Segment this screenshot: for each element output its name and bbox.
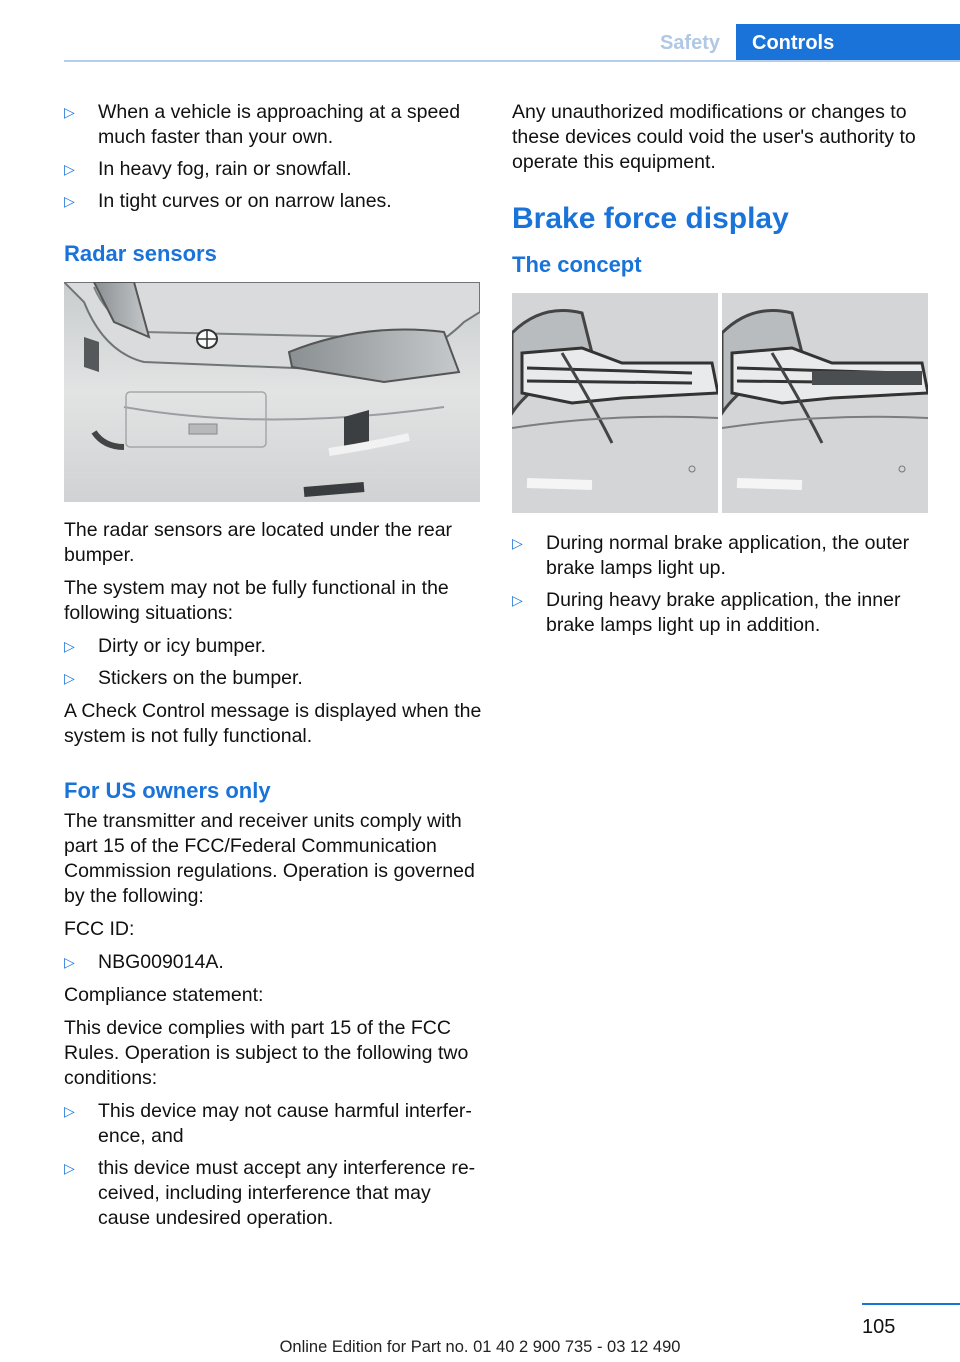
fcc-id-list <box>64 950 482 975</box>
concept-heading: The concept <box>512 252 642 277</box>
radar-situation-list <box>64 634 482 691</box>
car-rear-image <box>64 282 480 502</box>
list-item: ▷ When a vehicle is approaching at a speed much faster than your own. <box>64 101 461 148</box>
bullet-triangle-icon: ▷ <box>64 638 75 654</box>
modification-warning-text: Any unauthorized modifications or changes to these devices could void the user's authority to operate this equipment. <box>512 101 916 173</box>
list-item: ▷ In heavy fog, rain or snowfall. <box>64 158 352 180</box>
brake-lamp-illustration <box>512 293 928 513</box>
bullet-triangle-icon: ▷ <box>64 670 75 686</box>
tail-lamp-image <box>722 293 928 513</box>
list-item: ▷ In tight curves or on narrow lanes. <box>64 190 392 212</box>
page-header <box>64 24 960 62</box>
bullet-triangle-icon: ▷ <box>512 535 523 551</box>
list-item: ▷ During heavy brake application, the inner brake lamps light up in addition. <box>512 589 901 636</box>
us-owners-heading: For US owners only <box>64 778 271 803</box>
section-tab-safety[interactable]: Safety <box>659 32 720 54</box>
bullet-triangle-icon: ▷ <box>64 1103 75 1119</box>
list-item: ▷ This device may not cause harmful interfer‐ence, and <box>64 1100 472 1147</box>
bullet-triangle-icon: ▷ <box>512 592 523 608</box>
page-number: 105 <box>862 1316 896 1338</box>
list-item: ▷ NBG009014A. <box>64 951 224 973</box>
heavy-brake-image <box>722 293 928 513</box>
footer-rule <box>862 1303 960 1305</box>
compliance-label: Compliance statement: <box>64 984 264 1006</box>
list-item: ▷ Stickers on the bumper. <box>64 667 303 689</box>
list-item: ▷ During normal brake application, the outer brake lamps light up. <box>512 532 910 579</box>
chapter-tab-controls[interactable]: Controls <box>736 24 960 62</box>
bullet-triangle-icon: ▷ <box>64 193 75 209</box>
bullet-triangle-icon: ▷ <box>64 1160 75 1176</box>
bullet-triangle-icon: ▷ <box>64 954 75 970</box>
right-column <box>512 100 930 646</box>
situation-list <box>64 100 482 214</box>
header-rule <box>64 60 960 62</box>
bullet-triangle-icon: ▷ <box>64 161 75 177</box>
brake-force-heading: Brake force display <box>512 202 789 235</box>
condition-list <box>64 1099 482 1231</box>
fcc-id-label: FCC ID: <box>64 918 135 940</box>
compliance-statement: This device complies with part 15 of the FCC Rules. Operation is subject to the following two conditions: <box>64 1017 469 1089</box>
brake-list <box>512 531 930 638</box>
list-item: ▷ this device must accept any interference re‐ceived, including interference that may cause undesired operation. <box>64 1157 476 1229</box>
edition-footer: Online Edition for Part no. 01 40 2 900 735 - 03 12 490 <box>279 1338 681 1356</box>
bullet-triangle-icon: ▷ <box>64 104 75 120</box>
radar-sensor-illustration <box>64 282 480 502</box>
radar-location-text: The radar sensors are located under the rear bumper. <box>64 519 453 566</box>
list-item: ▷ Dirty or icy bumper. <box>64 635 266 657</box>
tail-lamp-image <box>512 293 718 513</box>
check-control-text: A Check Control message is displayed when the system is not fully functional. <box>64 700 482 747</box>
left-column <box>64 100 482 1239</box>
fcc-compliance-text: The transmitter and receiver units comply with part 15 of the FCC/Federal Communication Commission regulations. Operation is governed by the following: <box>64 810 475 907</box>
radar-sensors-heading: Radar sensors <box>64 241 217 266</box>
normal-brake-image <box>512 293 718 513</box>
radar-limitations-text: The system may not be fully functional in the following situations: <box>64 577 449 624</box>
